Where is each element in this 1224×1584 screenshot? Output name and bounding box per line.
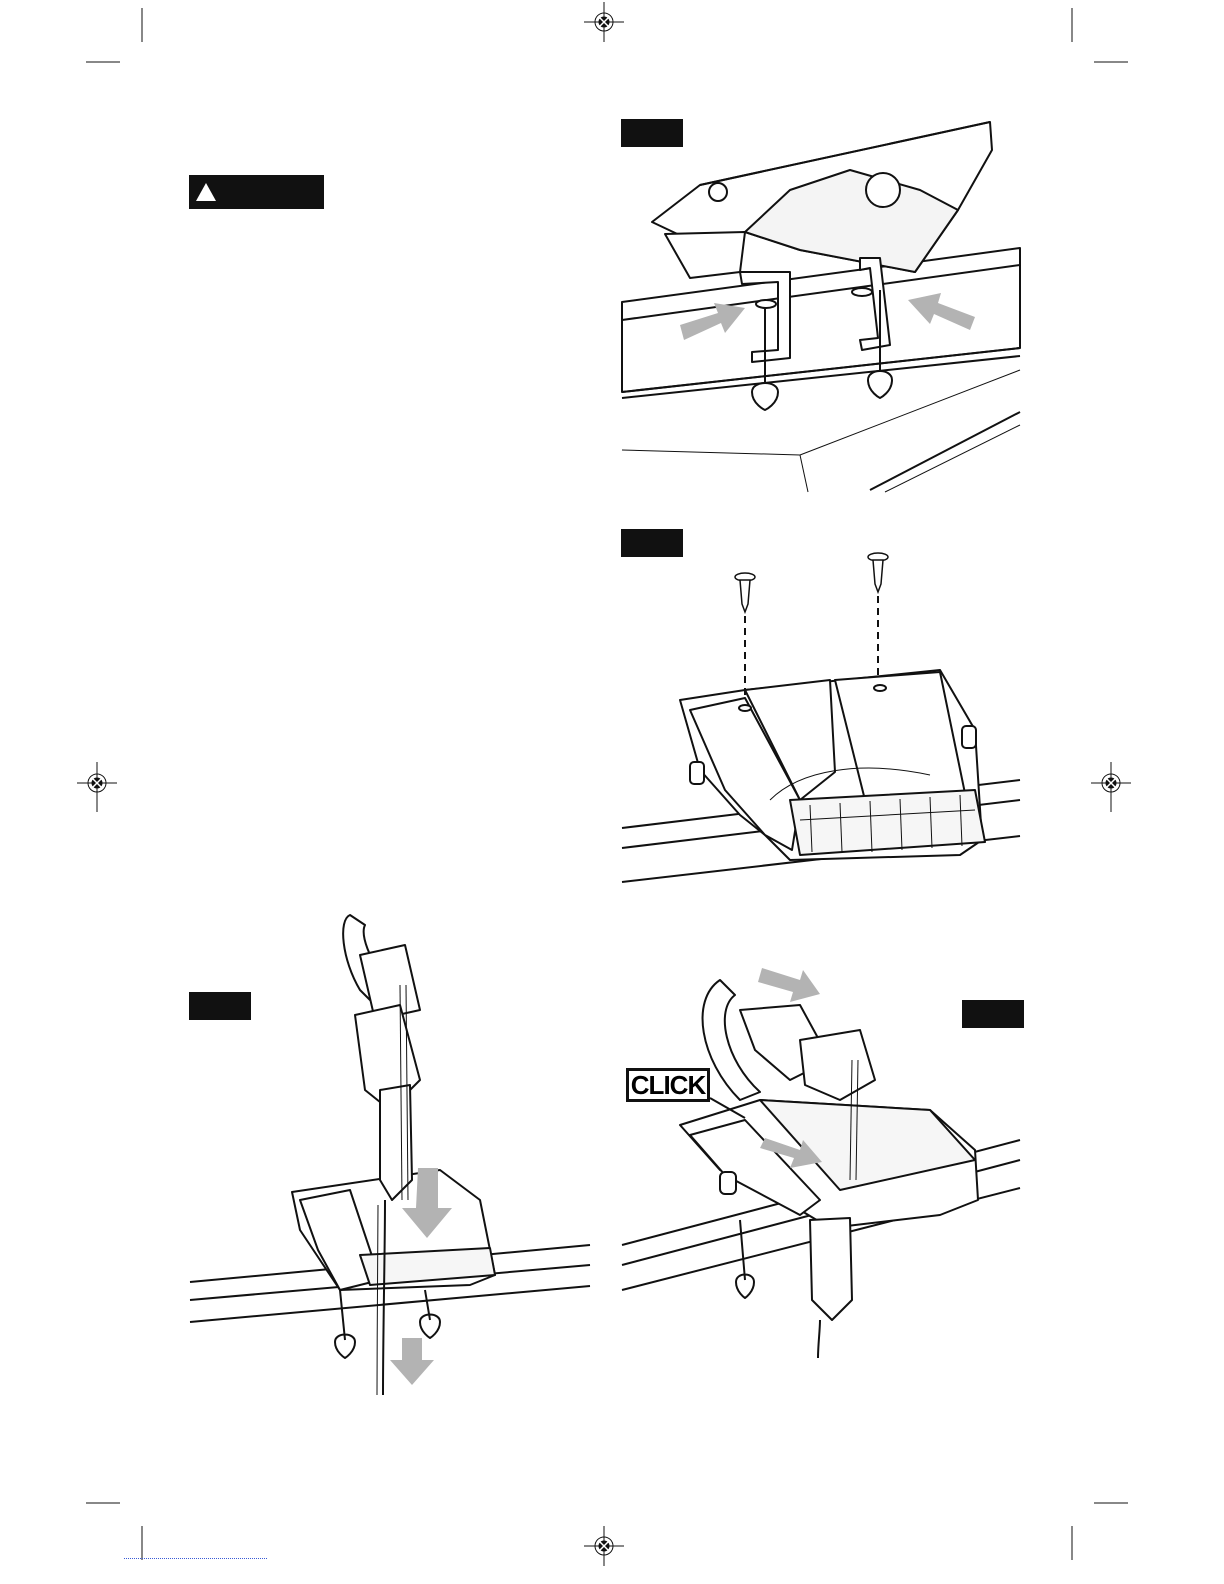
footer-link-line — [124, 1558, 267, 1560]
click-callout: CLICK — [626, 1068, 710, 1102]
